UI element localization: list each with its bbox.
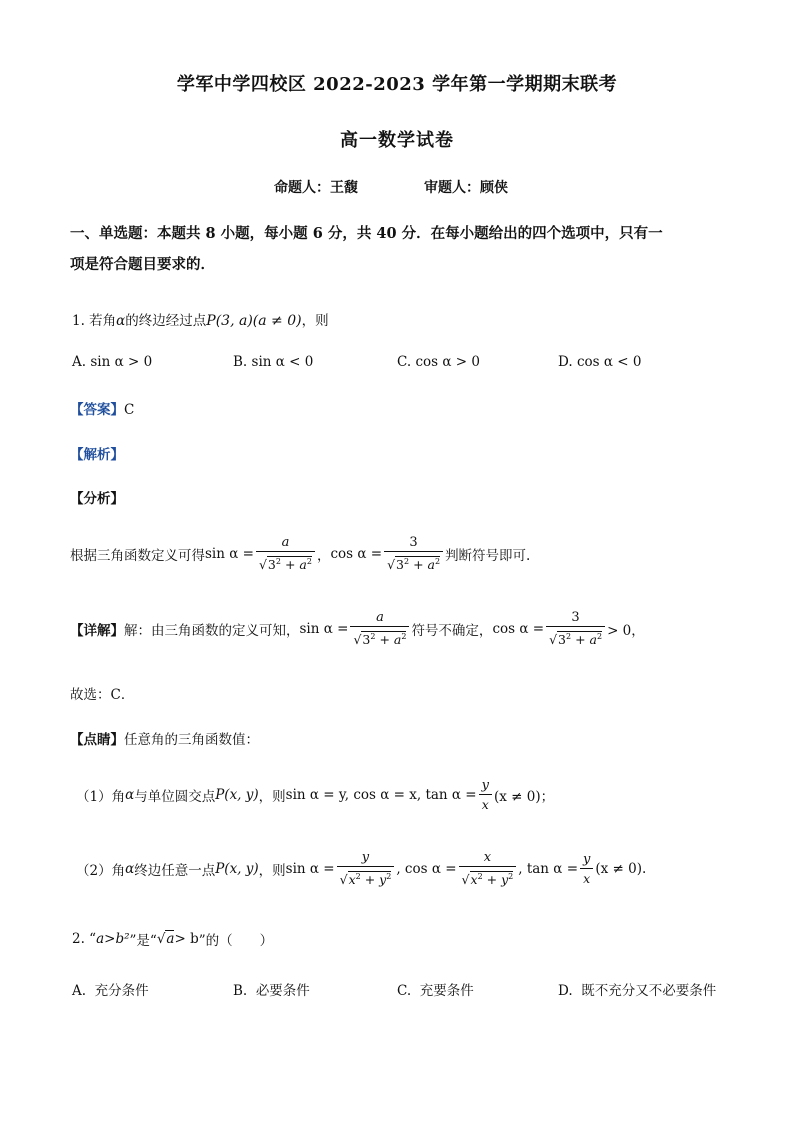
option-letter: C. <box>397 354 412 370</box>
analysis-label: 【解析】 <box>70 447 124 463</box>
option-text: sin α < 0 <box>251 354 314 370</box>
fenxi-post: 判断符号即可. <box>445 547 531 564</box>
xiangjie-post: > 0， <box>607 622 645 639</box>
option-text: sin α > 0 <box>90 354 153 370</box>
q2-cond2: > b <box>174 931 199 947</box>
q1-fenxi-line: 根据三角函数定义可得 sin α = $\frac{a}{√3^2 + a^2}$ ， cos α = $\frac{3}{√3^2 + a^2}$ 判断符号即可. <box>70 535 531 573</box>
p1-pre: （1）角 <box>76 789 126 805</box>
q1-dianjing <box>70 728 259 748</box>
q2-stem <box>72 929 273 949</box>
q1-answer <box>70 398 134 418</box>
p1-alpha: α <box>125 787 135 803</box>
p2-mid: 终边任意一点 <box>134 862 216 879</box>
q2-option-a <box>72 979 149 999</box>
option-letter: B. <box>233 354 248 370</box>
dianjing-text: 任意角的三角函数值： <box>124 732 259 748</box>
answer-label: 【答案】 <box>70 402 124 418</box>
fenxi-label: 【分析】 <box>70 491 124 507</box>
sqrt-a: √a <box>156 931 175 947</box>
q1-suffix: ，则 <box>301 313 329 329</box>
reviewer: 审题人：顾侠 <box>424 180 508 196</box>
fraction-3-over-sqrt: $\frac{3}{√3^2 + a^2}$ <box>546 610 605 647</box>
q1-alpha: α <box>116 313 126 329</box>
page-title: 学军中学四校区 2022-2023 学年第一学期期末联考 <box>176 74 618 95</box>
p2-point: P(x, y) <box>215 860 259 877</box>
p1-mid: 与单位圆交点 <box>134 789 216 805</box>
q1-select: 故选：C． <box>70 687 135 703</box>
option-letter: B. <box>233 983 248 999</box>
q1-option-c <box>397 354 480 370</box>
section-heading-line1: 一、单选题：本题共 8 小题，每小题 6 分，共 40 分．在每小题给出的四个选项中，只有一 <box>70 225 663 242</box>
option-letter: A. <box>72 983 87 999</box>
fenxi-sin: sin α = <box>205 545 254 562</box>
fraction-a-over-sqrt: $\frac{a}{√3^2 + a^2}$ <box>350 610 409 647</box>
author: 命题人：王馥 <box>274 180 358 196</box>
option-letter: D. <box>558 354 573 370</box>
p1-formula: sin α = y, cos α = x, tan α = <box>285 787 477 803</box>
fraction-3-over-sqrt: $\frac{3}{√3^2 + a^2}$ <box>384 535 443 572</box>
p1-tail: (x ≠ 0)； <box>493 789 555 805</box>
q1-option-a <box>72 354 152 370</box>
answer-value: C <box>124 402 135 418</box>
q1-point2: （2）角 α 终边任意一点 P(x, y) ，则 sin α = $\frac{y}{√x^2 + y^2}$ , cos α = $\frac{x}{√x^2 + y^2}$ , tan α = $\frac{y}{x}$ (x ≠ 0). <box>76 850 647 888</box>
option-letter: A. <box>72 354 87 370</box>
q1-point1 <box>76 778 554 812</box>
xiangjie-label: 【详解】 <box>70 622 124 639</box>
fraction-y-over-x: $\frac{y}{x}$ <box>580 852 593 886</box>
xiangjie-sin: sin α = <box>299 620 349 637</box>
q1-point: P(3, a)(a ≠ 0) <box>206 313 302 329</box>
xiangjie-pre: 解：由三角函数的定义可知， <box>124 622 300 639</box>
fraction-y-over-sqrt: $\frac{y}{√x^2 + y^2}$ <box>337 850 395 887</box>
q2-option-c <box>397 979 474 999</box>
option-text: 充要条件 <box>419 983 474 999</box>
dianjing-label: 【点睛】 <box>70 732 124 748</box>
option-letter: C. <box>397 983 412 999</box>
q2-option-b <box>233 979 310 999</box>
option-letter: D. <box>558 983 573 999</box>
fraction-y-over-x: $\frac{y}{x}$ <box>479 778 492 812</box>
option-text: cos α > 0 <box>415 354 480 370</box>
q1-analysis-label <box>70 443 124 463</box>
q1-fenxi-label <box>70 487 124 507</box>
q2-cond1: a>b² <box>96 931 130 947</box>
p2-tail: (x ≠ 0). <box>595 860 647 877</box>
option-text: cos α < 0 <box>576 354 642 370</box>
q1-stem <box>72 309 329 329</box>
q1-option-b <box>233 354 313 370</box>
fraction-a-over-sqrt: $\frac{a}{√3^2 + a^2}$ <box>256 535 315 572</box>
page-subtitle: 高一数学试卷 <box>340 130 454 151</box>
q2-is: ”是“ <box>129 933 157 949</box>
fenxi-cos: cos α = <box>330 545 383 562</box>
p2-then: ，则 <box>258 862 286 879</box>
fenxi-pre: 根据三角函数定义可得 <box>70 547 205 564</box>
xiangjie-mid: 符号不确定， <box>411 622 493 639</box>
p1-point: P(x, y) <box>215 787 259 803</box>
q2-pre: 2. “ <box>72 931 97 947</box>
q1-prefix: 1. 若角 <box>72 313 117 329</box>
option-text: 必要条件 <box>255 983 310 999</box>
p1-then: ，则 <box>258 789 286 805</box>
xiangjie-cos: cos α = <box>492 620 545 637</box>
option-text: 充分条件 <box>94 983 149 999</box>
q2-option-d <box>558 979 716 999</box>
q1-mid: 的终边经过点 <box>125 313 207 329</box>
option-text: 既不充分又不必要条件 <box>581 983 717 999</box>
p2-pre: （2）角 <box>76 862 126 879</box>
section-heading-line2: 项是符合题目要求的． <box>70 256 215 273</box>
q1-option-d <box>558 354 641 370</box>
q1-xiangjie-line <box>70 610 645 647</box>
p2-alpha: α <box>125 860 135 877</box>
q2-post: ”的（ ） <box>198 933 274 949</box>
fraction-x-over-sqrt: $\frac{x}{√x^2 + y^2}$ <box>459 850 517 887</box>
authors-line <box>274 177 508 197</box>
